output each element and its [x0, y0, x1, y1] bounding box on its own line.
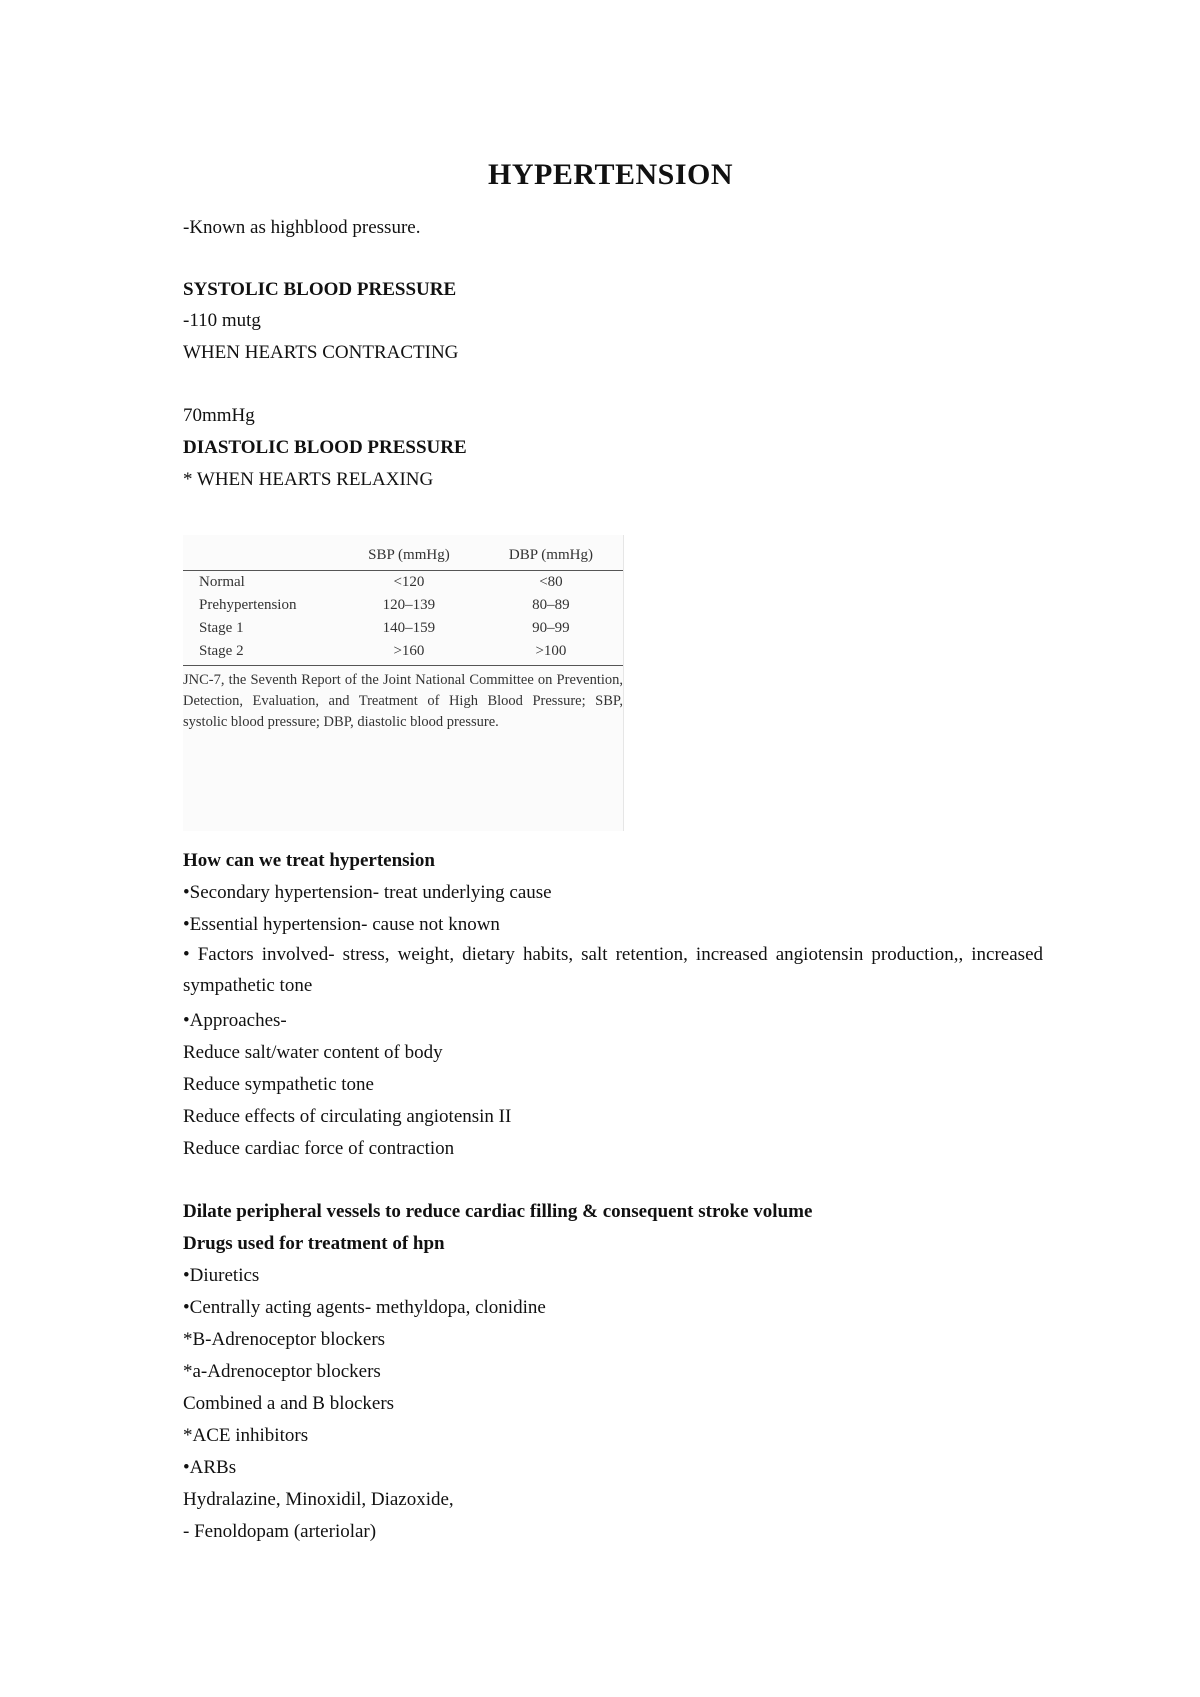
table-header	[183, 543, 339, 571]
treatment-heading: How can we treat hypertension	[183, 850, 435, 871]
table-row	[183, 640, 623, 666]
treatment-item: Reduce cardiac force of contraction	[183, 1138, 455, 1159]
table-cell: Stage 1	[199, 620, 244, 636]
bp-classification-table	[183, 543, 623, 666]
drugs-heading: Drugs used for treatment of hpn	[183, 1233, 445, 1254]
drug-item: *B-Adrenoceptor blockers	[183, 1329, 386, 1350]
diastolic-value: 70mmHg	[183, 405, 255, 426]
table-cell: Stage 2	[183, 640, 339, 666]
treatment-item: •Essential hypertension- cause not known	[183, 914, 500, 935]
table-cell: Normal	[199, 574, 245, 590]
treatment-item: •Approaches-	[183, 1010, 287, 1031]
table-caption: JNC-7, the Seventh Report of the Joint National Committee on Prevention, Detection, Evaluation, and Treatment of High Blood Pressure; SBP, systolic blood pressure; DBP, diastolic blood pressure.	[183, 672, 623, 730]
treatment-item: Reduce sympathetic tone	[183, 1074, 374, 1095]
table-cell: <120	[393, 574, 425, 590]
intro-text: -Known as highblood pressure.	[183, 217, 421, 238]
treatment-item: •Secondary hypertension- treat underlying cause	[183, 882, 552, 903]
treatment-item: • Factors involved- stress, weight, dietary habits, salt retention, increased angiotensin production,, increased sympathetic tone	[183, 944, 1043, 996]
treatment-item: Reduce salt/water content of body	[183, 1042, 443, 1063]
drug-item: Hydralazine, Minoxidil, Diazoxide,	[183, 1489, 454, 1510]
drug-item: •ARBs	[183, 1457, 237, 1478]
table-cell: 80–89	[532, 597, 570, 613]
table-cell: 140–159	[382, 620, 436, 636]
table-row	[183, 571, 623, 595]
page-title: HYPERTENSION	[488, 158, 733, 191]
systolic-heading: SYSTOLIC BLOOD PRESSURE	[183, 279, 457, 300]
table-cell: 90–99	[532, 620, 570, 636]
table-cell: <80	[539, 574, 563, 590]
table-cell: Prehypertension	[199, 597, 297, 613]
diastolic-note: * WHEN HEARTS RELAXING	[183, 469, 434, 490]
table-header-row	[183, 543, 623, 571]
drug-item: Combined a and B blockers	[183, 1393, 395, 1414]
table-row	[183, 594, 623, 617]
table-cell: 120–139	[382, 597, 436, 613]
bp-classification-figure	[183, 535, 624, 831]
systolic-value: -110 mutg	[183, 310, 261, 331]
table-header: SBP (mmHg)	[339, 543, 479, 571]
drug-item: •Diuretics	[183, 1265, 260, 1286]
drug-item: *ACE inhibitors	[183, 1425, 309, 1446]
diastolic-heading: DIASTOLIC BLOOD PRESSURE	[183, 437, 467, 458]
treatment-item: Reduce effects of circulating angiotensin II	[183, 1106, 512, 1127]
table-row	[183, 617, 623, 640]
systolic-note: WHEN HEARTS CONTRACTING	[183, 342, 459, 363]
table-header: DBP (mmHg)	[479, 543, 623, 571]
drug-item: *a-Adrenoceptor blockers	[183, 1361, 381, 1382]
table-cell: >160	[339, 640, 479, 666]
table-cell: >100	[479, 640, 623, 666]
drug-item: - Fenoldopam (arteriolar)	[183, 1521, 377, 1542]
drug-item: •Centrally acting agents- methyldopa, clonidine	[183, 1297, 546, 1318]
dilate-heading: Dilate peripheral vessels to reduce cardiac filling & consequent stroke volume	[183, 1201, 813, 1222]
